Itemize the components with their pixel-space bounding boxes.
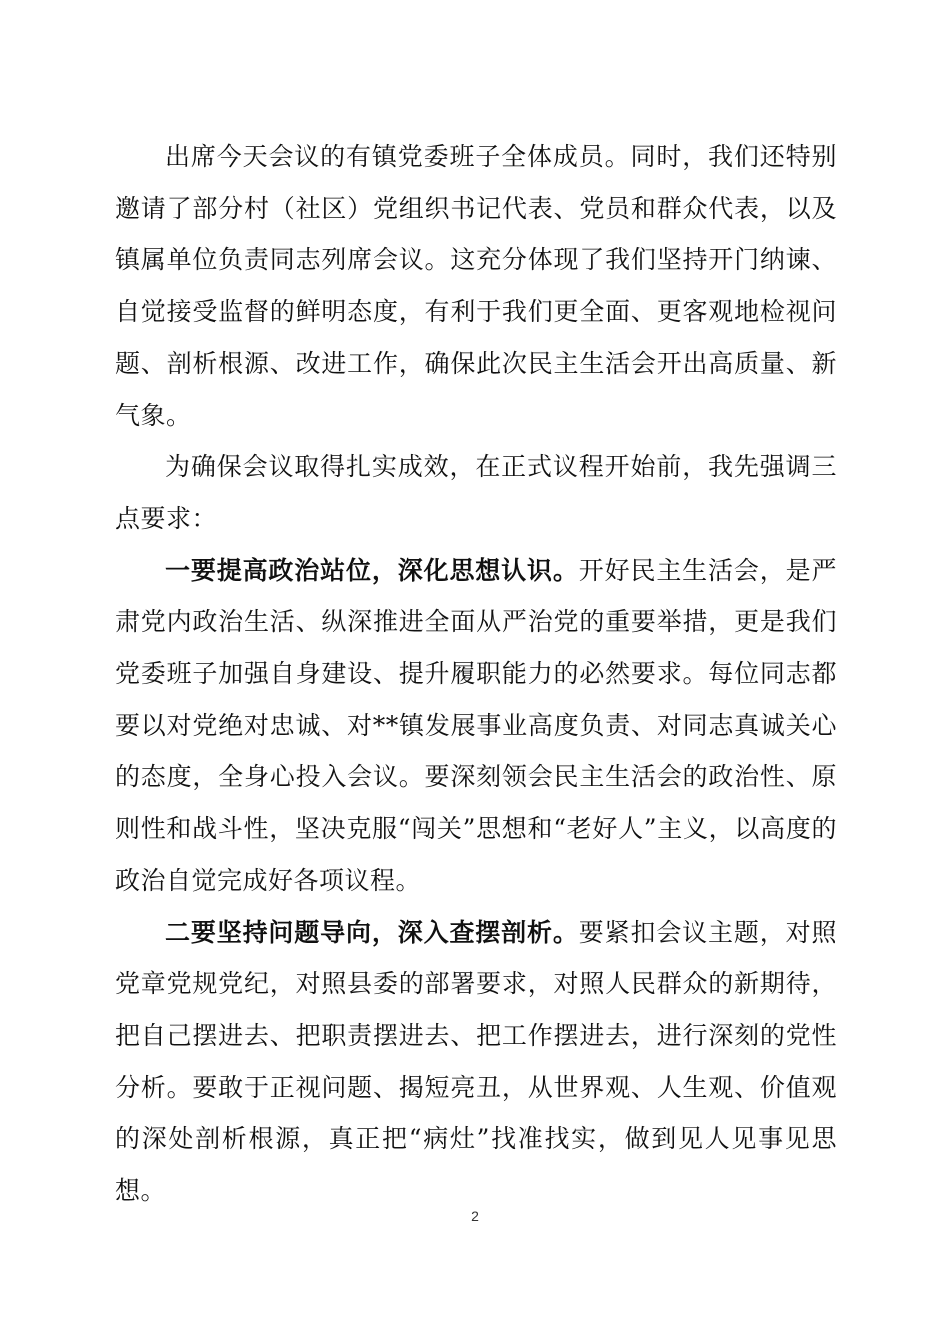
paragraph-lead: 二要坚持问题导向，深入查摆剖析。 [165,917,579,947]
paragraph-text: 出席今天会议的有镇党委班子全体成员。同时，我们还特别邀请了部分村（社区）党组织书记代表、党员和群众代表，以及镇属单位负责同志列席会议。这充分体现了我们坚持开门纳谏、自觉接受监督的鲜明态度，有利于我们更全面、更客观地检视问题、剖析根源、改进工作，确保此次民主生活会开出高质量、新气象。 [115,142,837,430]
paragraph-requirements-intro [115,441,837,544]
paragraph-attendance [115,131,837,441]
paragraph-requirement-two [115,907,837,1217]
paragraph-requirement-one [115,545,837,907]
paragraph-text: 开好民主生活会，是严肃党内政治生活、纵深推进全面从严治党的重要举措，更是我们党委班子加强自身建设、提升履职能力的必然要求。每位同志都要以对党绝对忠诚、对**镇发展事业高度负责、对同志真诚关心的态度，全身心投入会议。要深刻领会民主生活会的政治性、原则性和战斗性，坚决克服“闯关”思想和“老好人”主义，以高度的政治自觉完成好各项议程。 [115,555,837,895]
paragraph-text: 为确保会议取得扎实成效，在正式议程开始前，我先强调三点要求： [115,452,837,533]
paragraph-lead: 一要提高政治站位，深化思想认识。 [165,555,579,585]
page-number: 2 [471,1208,479,1224]
document-body [115,131,837,1217]
paragraph-text: 要紧扣会议主题，对照党章党规党纪，对照县委的部署要求，对照人民群众的新期待，把自己摆进去、把职责摆进去、把工作摆进去，进行深刻的党性分析。要敢于正视问题、揭短亮丑，从世界观、人生观、价值观的深处剖析根源，真正把“病灶”找准找实，做到见人见事见思想。 [115,917,837,1206]
